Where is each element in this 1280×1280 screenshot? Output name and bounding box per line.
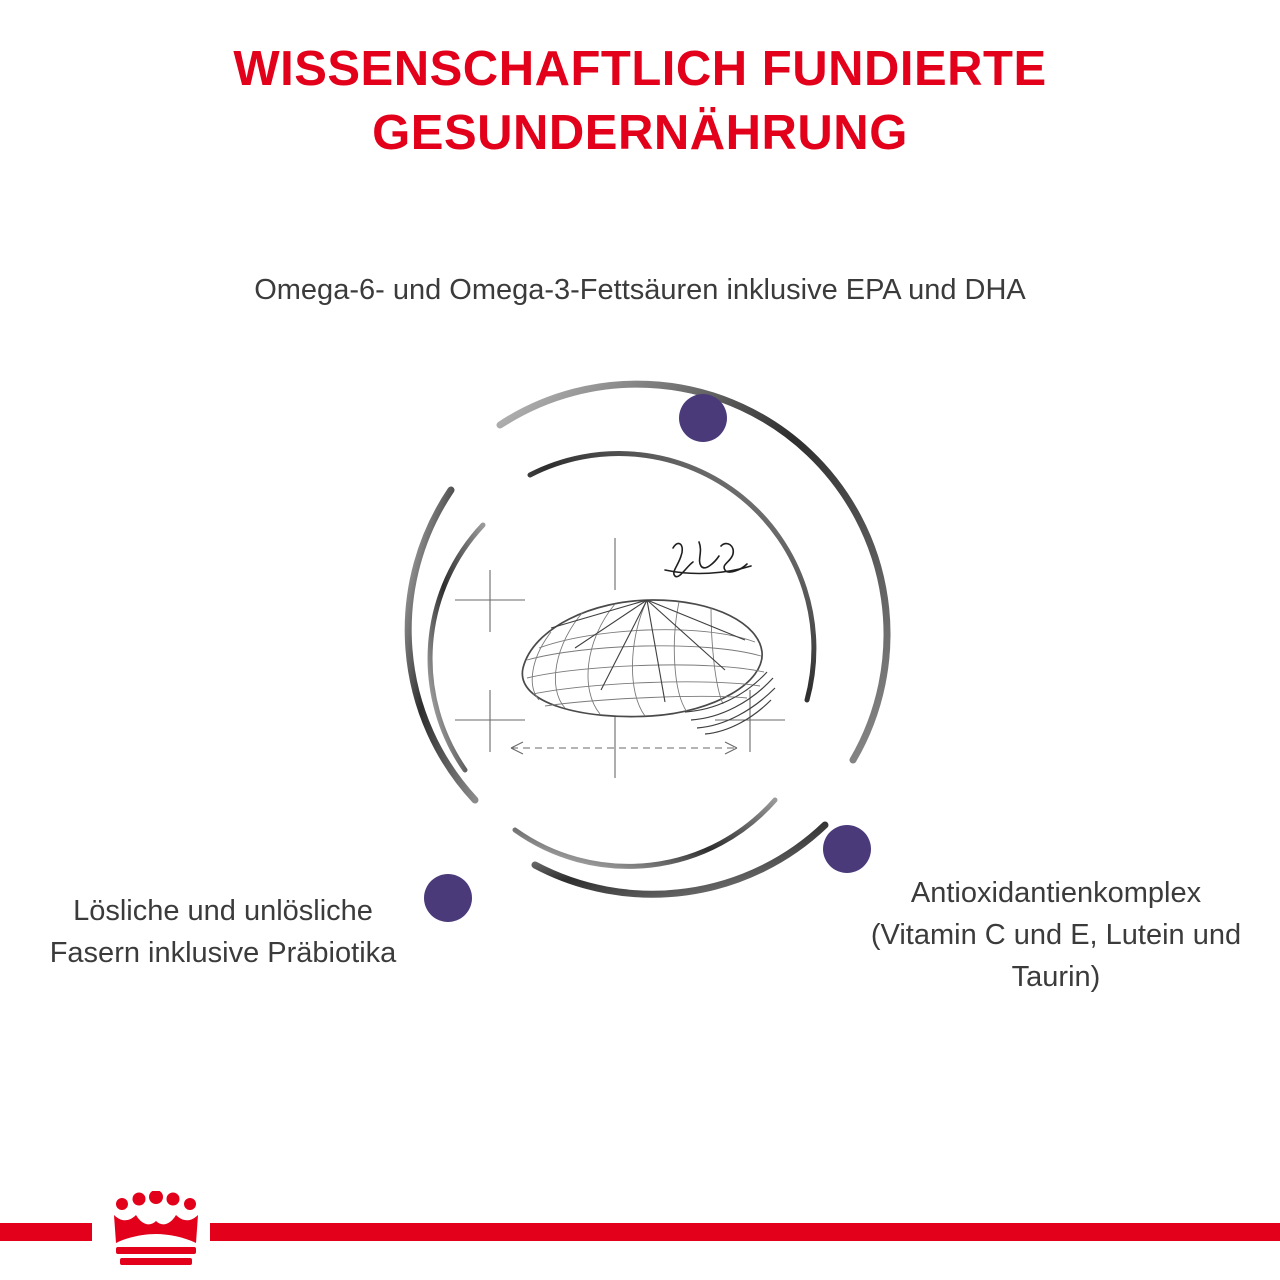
footer: [0, 1185, 1280, 1280]
kibble-sketch-icon: [415, 520, 815, 810]
footer-bar-right: [210, 1223, 1280, 1241]
diagram-node-fasern: [424, 874, 472, 922]
callout-label-fasern: Lösliche und unlösliche Fasern inklusive Präbiotika: [49, 895, 397, 970]
royal-canin-crown-logo: [92, 1191, 210, 1273]
diagram-node-antioxidantien: [823, 825, 871, 873]
page-title-line-1: WISSENSCHAFTLICH FUNDIERTE: [233, 42, 1047, 96]
diagram-node-omega: [679, 394, 727, 442]
page-title: [0, 38, 1280, 165]
callout-label-omega: Omega-6- und Omega-3-Fettsäuren inklusive EPA und DHA: [254, 274, 1026, 306]
page-title-line-2: GESUNDERNÄHRUNG: [372, 105, 908, 160]
callout-label-antioxidantien: Antioxidantienkomplex (Vitamin C und E, Lutein und Taurin): [870, 877, 1242, 994]
footer-bar-left: [0, 1223, 92, 1241]
